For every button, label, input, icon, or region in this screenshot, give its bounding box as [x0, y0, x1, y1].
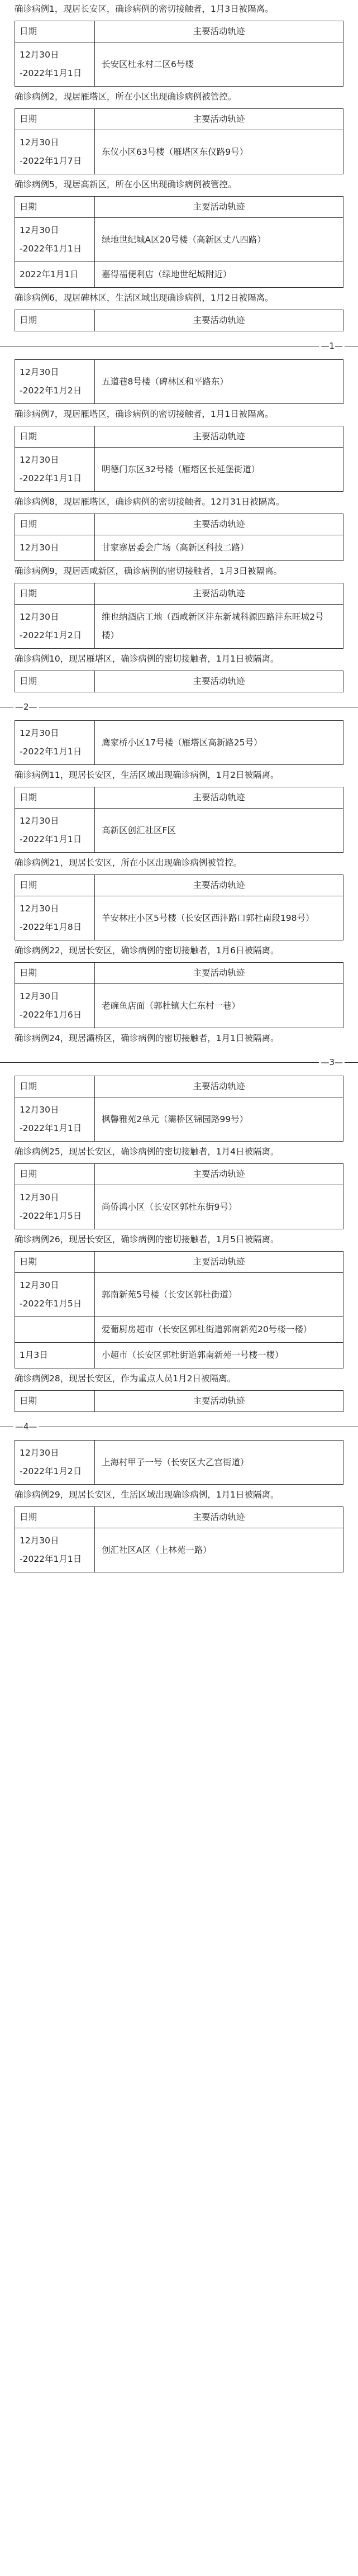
track-cell: 鹰家桥小区17号楼（雁塔区高新路25号） [95, 721, 343, 765]
date-column-header: 日期 [15, 197, 95, 218]
case-description: 确诊病例10，现居雁塔区，确诊病例的密切接触者，1月1日被隔离。 [15, 654, 279, 664]
case-description: 确诊病例24，现居灞桥区，确诊病例的密切接触者，1月1日被隔离。 [15, 1033, 279, 1043]
date-column-header: 日期 [15, 875, 95, 896]
case-description: 确诊病例25，现居长安区，确诊病例的密切接触者，1月4日被隔离。 [15, 1147, 279, 1157]
track-column-header: 主要活动轨迹 [95, 21, 343, 42]
table-header-row [15, 787, 343, 809]
activity-table [15, 359, 343, 404]
date-column-header: 日期 [15, 426, 95, 448]
case-description: 确诊病例6，现居碑林区，生活区域出现确诊病例，1月2日被隔离。 [15, 293, 274, 303]
table-row [15, 42, 343, 87]
activity-table [15, 1163, 343, 1229]
table-header-row [15, 875, 343, 896]
track-cell: 爱葡厨房超市（长安区郭杜街道郭南新苑20号楼一楼） [95, 1317, 343, 1343]
activity-table [15, 583, 343, 649]
date-cell: 12月30日 -2022年1月2日 [15, 360, 95, 404]
date-column-header: 日期 [15, 671, 95, 692]
track-column-header: 主要活动轨迹 [95, 1252, 343, 1273]
track-cell: 东仪小区63号楼（雁塔区东仪路9号） [95, 130, 343, 174]
page-number: —4— [13, 1420, 39, 1433]
table-row [15, 1185, 343, 1229]
date-column-header: 日期 [15, 787, 95, 809]
track-column-header: 主要活动轨迹 [95, 1164, 343, 1185]
track-cell: 五道巷8号楼（碑林区和平路东） [95, 360, 343, 404]
track-column-header: 主要活动轨迹 [95, 197, 343, 218]
track-cell: 维也纳酒店工地（西咸新区沣东新城科源四路沣东旺城2号楼） [95, 605, 343, 649]
table-header-row [15, 310, 343, 331]
date-column-header: 日期 [15, 514, 95, 535]
case-description: 确诊病例26，现居长安区，确诊病例的密切接触者，1月5日被隔离。 [15, 1234, 279, 1244]
activity-table [15, 1251, 343, 1368]
track-column-header: 主要活动轨迹 [95, 963, 343, 984]
table-row [15, 1441, 343, 1485]
table-row [15, 721, 343, 765]
table-row [15, 605, 343, 649]
table-row [15, 448, 343, 492]
activity-table [15, 196, 343, 288]
date-cell: 2022年1月1日 [15, 262, 95, 288]
table-header-row [15, 1252, 343, 1273]
date-column-header: 日期 [15, 1076, 95, 1097]
page-break [0, 1053, 358, 1071]
track-column-header: 主要活动轨迹 [95, 787, 343, 809]
case-description: 确诊病例2，现居雁塔区，所在小区出现确诊病例被管控。 [15, 92, 237, 102]
date-column-header: 日期 [15, 310, 95, 331]
table-row [15, 535, 343, 561]
activity-table [15, 21, 343, 87]
activity-table [15, 962, 343, 1028]
date-cell: 12月30日 -2022年1月1日 [15, 809, 95, 853]
track-cell: 长安区杜永村二区6号楼 [95, 42, 343, 87]
case-description: 确诊病例21，现居长安区，所在小区出现确诊病例被管控。 [15, 858, 242, 868]
page-break [0, 1418, 358, 1436]
table-row [15, 262, 343, 288]
activity-table [15, 671, 343, 692]
date-column-header: 日期 [15, 1391, 95, 1412]
case-description: 确诊病例5，现居高新区，所在小区出现确诊病例被管控。 [15, 179, 237, 189]
date-column-header: 日期 [15, 1507, 95, 1528]
track-column-header: 主要活动轨迹 [95, 583, 343, 605]
table-header-row [15, 1391, 343, 1412]
table-row [15, 1273, 343, 1317]
case-description: 确诊病例22，现居长安区，确诊病例的密切接触者，1月6日被隔离。 [15, 945, 279, 956]
track-column-header: 主要活动轨迹 [95, 1507, 343, 1528]
table-row [15, 1343, 343, 1368]
track-cell: 明德门东区32号楼（雁塔区长延堡街道） [95, 448, 343, 492]
date-cell: 12月30日 -2022年1月2日 [15, 1441, 95, 1485]
track-column-header: 主要活动轨迹 [95, 109, 343, 130]
table-row [15, 218, 343, 262]
date-cell: 12月30日 -2022年1月1日 [15, 448, 95, 492]
track-cell: 绿地世纪城A区20号楼（高新区丈八四路） [95, 218, 343, 262]
date-cell: 12月30日 -2022年1月1日 [15, 42, 95, 87]
date-cell: 1月3日 [15, 1343, 95, 1368]
table-header-row [15, 21, 343, 42]
date-cell: 12月30日 [15, 535, 95, 561]
date-cell: 12月30日 -2022年1月1日 [15, 218, 95, 262]
track-column-header: 主要活动轨迹 [95, 875, 343, 896]
track-cell: 小超市（长安区郭杜街道郭南新苑一号楼一楼） [95, 1343, 343, 1368]
case-description: 确诊病例28，现居长安区，作为重点人员1月2日被隔离。 [15, 1373, 236, 1384]
table-header-row [15, 1076, 343, 1097]
track-cell: 甘家寨居委会广场（高新区科技二路） [95, 535, 343, 561]
date-column-header: 日期 [15, 109, 95, 130]
activity-table [15, 1440, 343, 1485]
table-row [15, 1317, 343, 1343]
track-cell: 羊安林庄小区5号楼（长安区西沣路口郭杜南段198号） [95, 896, 343, 940]
table-row [15, 360, 343, 404]
table-header-row [15, 1507, 343, 1528]
table-row [15, 1097, 343, 1142]
track-column-header: 主要活动轨迹 [95, 310, 343, 331]
page-number: —2— [13, 700, 39, 714]
date-cell: 12月30日 -2022年1月2日 [15, 605, 95, 649]
case-description: 确诊病例29，现居长安区，生活区域出现确诊病例，1月1日被隔离。 [15, 1490, 279, 1500]
table-row [15, 896, 343, 940]
track-cell: 创汇社区A区（上林苑一路） [95, 1528, 343, 1572]
track-column-header: 主要活动轨迹 [95, 1391, 343, 1412]
table-header-row [15, 514, 343, 535]
date-column-header: 日期 [15, 21, 95, 42]
date-column-header: 日期 [15, 1164, 95, 1185]
date-cell: 12月30日 -2022年1月7日 [15, 130, 95, 174]
activity-table [15, 426, 343, 492]
track-column-header: 主要活动轨迹 [95, 514, 343, 535]
activity-table [15, 108, 343, 174]
activity-table [15, 720, 343, 765]
date-column-header: 日期 [15, 963, 95, 984]
track-cell: 上海村甲子一号（长安区大乙宫街道） [95, 1441, 343, 1485]
track-column-header: 主要活动轨迹 [95, 1076, 343, 1097]
track-cell: 郭南新苑5号楼（长安区郭杜街道） [95, 1273, 343, 1317]
table-row [15, 809, 343, 853]
table-header-row [15, 109, 343, 130]
date-cell: 12月30日 -2022年1月5日 [15, 1273, 95, 1317]
table-header-row [15, 583, 343, 605]
date-cell: 12月30日 -2022年1月5日 [15, 1185, 95, 1229]
table-header-row [15, 671, 343, 692]
track-cell: 嘉得福便利店（绿地世纪城附近） [95, 262, 343, 288]
activity-table [15, 310, 343, 331]
table-header-row [15, 197, 343, 218]
page-break [0, 698, 358, 716]
case-description: 确诊病例7，现居雁塔区，确诊病例的密切接触者，1月1日被隔离。 [15, 409, 274, 419]
track-cell: 高新区创汇社区F区 [95, 809, 343, 853]
case-description: 确诊病例1，现居长安区，确诊病例的密切接触者，1月3日被隔离。 [15, 4, 274, 14]
track-cell: 尚侨鸿小区（长安区郭杜东街9号） [95, 1185, 343, 1229]
case-description: 确诊病例11，现居长安区，生活区域出现确诊病例，1月2日被隔离。 [15, 770, 279, 780]
page-break [0, 337, 358, 355]
activity-table [15, 1390, 343, 1412]
activity-table [15, 514, 343, 561]
table-row [15, 130, 343, 174]
date-cell: 12月30日 -2022年1月1日 [15, 1097, 95, 1142]
track-cell: 枫馨雅苑2单元（灞桥区锦园路99号） [95, 1097, 343, 1142]
table-header-row [15, 963, 343, 984]
date-cell: 12月30日 -2022年1月6日 [15, 984, 95, 1028]
date-cell: 12月30日 -2022年1月1日 [15, 721, 95, 765]
table-header-row [15, 1164, 343, 1185]
table-row [15, 1528, 343, 1572]
date-cell: 12月30日 -2022年1月1日 [15, 1528, 95, 1572]
date-column-header: 日期 [15, 583, 95, 605]
table-header-row [15, 426, 343, 448]
date-column-header: 日期 [15, 1252, 95, 1273]
activity-table [15, 874, 343, 940]
track-column-header: 主要活动轨迹 [95, 426, 343, 448]
page-number: —1— [319, 339, 345, 353]
case-description: 确诊病例8，现居雁塔区，确诊病例的密切接触者。12月31日被隔离。 [15, 497, 285, 507]
activity-table [15, 1506, 343, 1572]
track-column-header: 主要活动轨迹 [95, 671, 343, 692]
activity-table [15, 787, 343, 853]
page-separator [0, 1062, 358, 1063]
activity-table [15, 1076, 343, 1142]
date-cell [15, 1317, 95, 1343]
table-row [15, 984, 343, 1028]
case-description: 确诊病例9，现居西咸新区，确诊病例的密切接触者，1月3日被隔离。 [15, 566, 283, 576]
track-cell: 老碗鱼店面（郭杜镇大仁东村一巷） [95, 984, 343, 1028]
date-cell: 12月30日 -2022年1月8日 [15, 896, 95, 940]
page-number: —3— [319, 1056, 345, 1069]
